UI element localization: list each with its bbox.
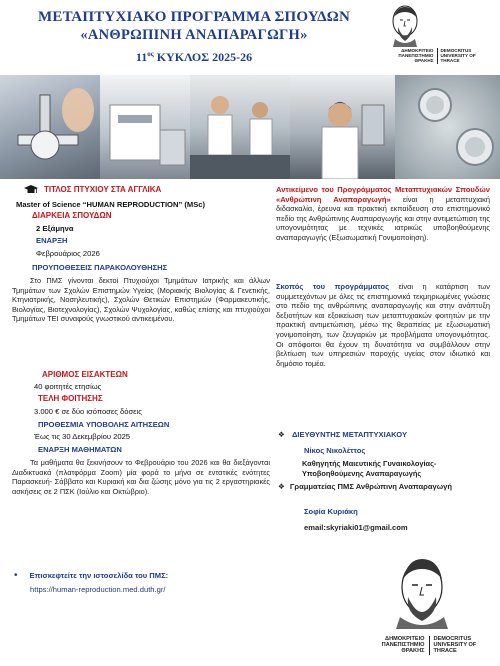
photo-strip (0, 75, 500, 179)
program-object-heading: Αντικείμενο του Προγράμματος Μεταπτυχιακών Σπουδών «Ανθρώπινη Αναπαραγωγή» (276, 185, 490, 204)
duration-value: 2 Εξάμηνα (36, 224, 74, 233)
degree-title-english: Master of Science “HUMAN REPRODUCTION” (MSc) (16, 200, 206, 209)
program-cycle: $11^{o\varsigma}$ ΚΥΚΛΟΣ 2025-26 (135, 50, 253, 64)
lab-photo-microscope (0, 75, 100, 179)
embryo-microscopy-photo (395, 75, 500, 179)
secretariat-heading: Γραμματείας ΠΜΣ Ανθρώπινη Αναπαραγωγή (289, 482, 453, 491)
degree-title-heading: ΤΙΤΛΟΣ ΠΤΥΧΙΟΥ ΣΤΑ ΑΓΓΛΙΚΑ (44, 185, 162, 194)
director-name: Νίκος Νικολέττος (304, 446, 366, 455)
prerequisites-text: Στο ΠΜΣ γίνονται δεκτοί Πτυχιούχοι Τμημάτων Ιατρικής και άλλων Τμημάτων των Σχολών Επιστημών Υγείας (Μοριακής Βιολογίας & Γενετικής, Κτηνιατρικής, Νοσηλευτικής), Σχολών Θετικών Επιστημών (Φαρμακευτικής, Βιολογίας, Βιοτεχνολογίας), Σχολών Ψυχολογίας, καθώς επίσης και πτυχιούχοι Τμημάτων ΤΕΙ συναφούς γνωστικού αντικειμένου. (12, 276, 270, 324)
prerequisites-label: ΠΡΟΥΠΟΘΕΣΕΙΣ ΠΑΡΑΚΟΛΟΥΘΗΣΗΣ (32, 263, 168, 272)
diamond-bullet-icon: ❖ (278, 482, 285, 491)
program-title-line2: «ΑΝΘΡΩΠΙΝΗ ΑΝΑΠΑΡΑΓΩΓΗ» (80, 27, 308, 43)
lab-photo-equipment (100, 75, 190, 179)
democritus-head-icon (370, 557, 488, 629)
header (0, 0, 500, 74)
fee-value: 3.000 € σε δύο ισόποσες δόσεις (34, 407, 142, 416)
diamond-bullet-icon: ❖ (278, 430, 285, 439)
duration-label: ΔΙΑΡΚΕΙΑ ΣΠΟΥΔΩΝ (32, 211, 112, 220)
program-aim-paragraph (276, 282, 490, 368)
program-object-paragraph (276, 185, 490, 243)
graduation-cap-icon (24, 185, 38, 195)
program-aim-text: είναι η κατάρτιση των συμμετεχόντων με όλες τις επιστημονικά τεκμηριωμένες γνώσεις στο πεδίο της ανθρώπινης αναπαραγωγής και στην ανάπτυξη δεξιοτήτων και εξοικείωση των μεταπτυχιακών φοιτητών με την πρακτική αντιμετώπιση, μέσω της θεραπείας με εξωσωματική γονιμοποίηση, των ζευγαριών με προβλήματα υπογονιμότητας. Οι απόφοιτοι θα έχουν τη δυνατότητα να συμβάλλουν στην βελτίωση των υπηρεσιών παροχής υγείας στον ιδιωτικό και δημόσιο τομέα. (276, 282, 490, 368)
secretary-email[interactable]: email:skyriaki01@gmail.com (304, 523, 408, 532)
deadline-label: ΠΡΟΘΕΣΜΙΑ ΥΠΟΒΟΛΗΣ ΑΙΤΗΣΕΩΝ (38, 420, 170, 429)
secretariat-heading-row (278, 482, 490, 492)
logo-bottom-text-english: DEMOCRITUS UNIVERSITY OF THRACE (433, 636, 477, 655)
start-value: Φεβρουάριος 2026 (36, 249, 100, 258)
classes-start-label: ΕΝΑΡΞΗ ΜΑΘΗΜΑΤΩΝ (38, 445, 122, 454)
logo-text-english: DEMOCRITUS UNIVERSITY OF THRACE (440, 48, 476, 64)
website-visit-text: Επισκεφτείτε την ιστοσελίδα του ΠΜΣ: (29, 571, 169, 580)
program-title-block (10, 8, 378, 66)
deadline-value: Έως τις 30 Δεκεμβρίου 2025 (34, 432, 131, 441)
fee-label: ΤΕΛΗ ΦΟΙΤΗΣΗΣ (38, 394, 103, 403)
lab-photo-staff (190, 75, 290, 179)
logo-bottom-text-greek: ΔΗΜΟΚΡΙΤΕΙΟ ΠΑΝΕΠΙΣΤΗΜΙΟ ΘΡΑΚΗΣ (381, 636, 425, 655)
classes-text: Τα μαθήματα θα ξεκινήσουν το Φεβρουάριο του 2026 και θα διεξάγονται Διαδικτυακά (πλατφόρμα Zoom) μία φορά το μήνα σε εντατικές ενότητες Παρασκευή- Σάββατο και Κυριακή και δια ζώσης μόνο για τις 2 εργαστηριακές ασκήσεις σε 2 ΠΣΚ (Ιούλιο και Οκτώβριο). (12, 458, 270, 496)
microscope-icon (0, 75, 100, 179)
program-object-text: είναι η μεταπτυχιακή διδασκαλία, έρευνα και πρακτική εκπαίδευση στο επιστημονικό πεδίο της Ανθρώπινης Αναπαραγωγής και στην αντιμετώπιση της υπογονιμότητας με τεχνικές ιατρικώς υποβοηθούμενης αναπαραγωγής (Εξωσωματική Γονιμοποίηση). (276, 194, 490, 242)
democritus-head-icon (389, 5, 421, 47)
website-url-link[interactable]: https://human-reproduction.med.duth.gr/ (30, 585, 166, 594)
left-column (12, 183, 270, 496)
secretary-name: Σοφία Κυριάκη (304, 507, 358, 516)
seats-label: ΑΡΙΘΜΟΣ ΕΙΣΑΚΤΕΩΝ (42, 370, 128, 379)
seats-value: 40 φοιτητές ετησίως (34, 382, 102, 391)
logo-text-greek: ΔΗΜΟΚΡΙΤΕΙΟ ΠΑΝΕΠΙΣΤΗΜΙΟ ΘΡΑΚΗΣ (398, 48, 434, 64)
lab-photo-researcher (290, 75, 395, 179)
program-title-line1: ΜΕΤΑΠΤΥΧΙΑΚΟ ΠΡΟΓΡΑΜΜΑ ΣΠΟΥΔΩΝ (38, 9, 350, 25)
program-aim-heading: Σκοπός του προγράμματος (276, 282, 390, 291)
university-logo-bottom (370, 557, 488, 657)
start-label: ΕΝΑΡΞΗ (36, 236, 68, 245)
website-info (14, 570, 314, 594)
director-heading-row (278, 430, 407, 439)
bullet-dot-icon: • (14, 570, 18, 581)
director-role: Καθηγητής Μαιευτικής Γυναικολογίας-Υποβοηθούμενης Αναπαραγωγής (302, 459, 437, 478)
director-heading: ΔΙΕΥΘΥΝΤΗΣ ΜΕΤΑΠΤΥΧΙΑΚΟΥ (291, 430, 408, 439)
university-logo (381, 5, 493, 65)
